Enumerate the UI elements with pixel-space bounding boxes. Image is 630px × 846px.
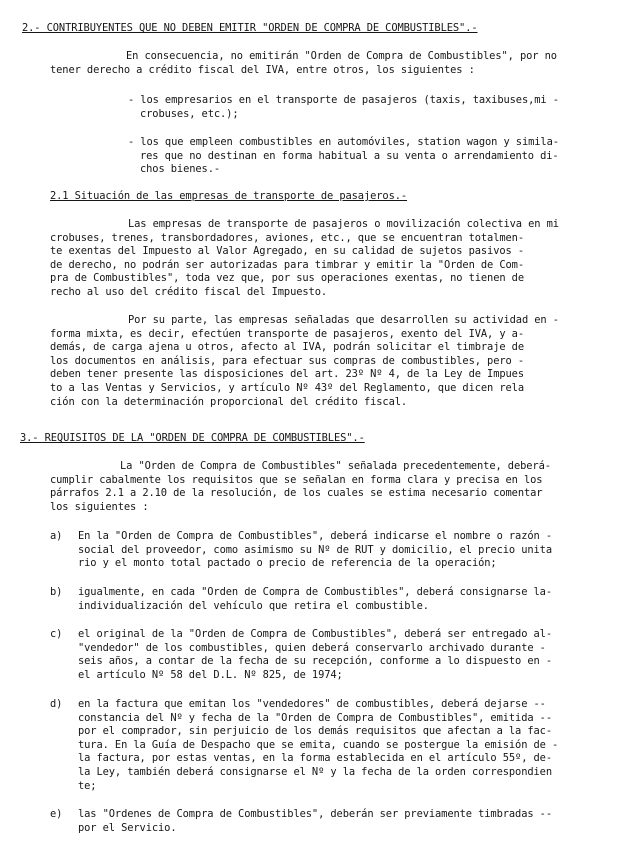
section-3-intro [50, 460, 615, 514]
text-line: cumplir cabalmente los requisitos que se señalan en forma clara y precisa en los [50, 473, 543, 486]
text-line: "vendedor" de los combustibles, quien deberá conservarlo archivado durante - [78, 641, 546, 654]
item-marker: c) [50, 628, 63, 640]
text-line: pra de Combustibles", toda vez que, por sus operaciones exentas, no tienen de [50, 272, 524, 285]
item-marker: a) [50, 530, 63, 542]
text-line: en la factura que emitan los "vendedores" de combustibles, deberá dejarse -- [78, 698, 546, 710]
text-line: to a las Ventas y Servicios, y artículo Nº 43º del Reglamento, que dicen rela [50, 381, 524, 394]
text-line: constancia del Nº y fecha de la "Orden de Compra de Combustibles", emitida -- [78, 711, 552, 724]
requirement-item-c [50, 628, 615, 682]
text-line: crobuses, trenes, transbordadores, aviones, etc., que se encuentran totalmen- [50, 231, 524, 244]
requirement-item-b [50, 586, 615, 613]
section-2-bullet-1 [128, 94, 613, 121]
requirement-item-a [50, 530, 615, 571]
section-2-1-paragraph-1 [50, 218, 615, 300]
text-line: de derecho, no podrán ser autorizadas para timbrar y emitir la "Orden de Com- [50, 258, 524, 271]
item-marker: d) [50, 698, 63, 710]
text-line: tura. En la Guía de Despacho que se emita, cuando se postergue la emisión de - [78, 738, 559, 751]
text-line: igualmente, en cada "Orden de Compra de Combustibles", deberá consignarse la- [78, 586, 552, 598]
requirement-item-e [50, 808, 615, 835]
section-2-1-heading: 2.1 Situación de las empresas de transporte de pasajeros.- [50, 190, 408, 202]
text-line: La "Orden de Compra de Combustibles" señalada precedentemente, deberá- [120, 460, 551, 472]
item-marker: b) [50, 586, 63, 598]
requirement-item-d [50, 698, 615, 793]
text-line: los documentos en análisis, para efectuar sus compras de combustibles, pero - [50, 354, 524, 367]
text-line: la Ley, también deberá consignarse el Nº y la fecha de la orden correspondien [78, 765, 552, 778]
section-2-bullet-2 [128, 136, 613, 177]
text-line: por el comprador, sin perjuicio de los demás requisitos que afectan a la fac- [78, 725, 552, 738]
text-line: tener derecho a crédito fiscal del IVA, entre otros, los siguientes : [50, 63, 475, 76]
text-line: párrafos 2.1 a 2.10 de la resolución, de los cuales se estima necesario comentar [50, 487, 543, 500]
text-line: las "Ordenes de Compra de Combustibles", deberán ser previamente timbradas -- [78, 808, 552, 820]
text-line: En la "Orden de Compra de Combustibles", deberá indicarse el nombre o razón - [78, 530, 552, 542]
text-line: ción con la determinación proporcional del crédito fiscal. [50, 395, 408, 408]
text-line: res que no destinan en forma habitual a su venta o arrendamiento di- [140, 149, 559, 162]
section-2-heading: 2.- CONTRIBUYENTES QUE NO DEBEN EMITIR "ORDEN DE COMPRA DE COMBUSTIBLES".- [22, 22, 478, 34]
text-line: chos bienes.- [140, 163, 221, 176]
text-line: te exentas del Impuesto al Valor Agregado, en su calidad de sujetos pasivos - [50, 245, 524, 258]
text-line: seis años, a contar de la fecha de su recepción, conforme a lo dispuesto en - [78, 655, 552, 668]
text-line: rio y el monto total pactado o precio de referencia de la operación; [78, 557, 497, 570]
text-line: el artículo Nº 58 del D.L. Nº 825, de 1974; [78, 668, 343, 681]
text-line: por el Servicio. [78, 821, 177, 834]
section-2-1-paragraph-2 [50, 314, 615, 409]
item-marker: e) [50, 808, 63, 820]
text-line: - los empresarios en el transporte de pasajeros (taxis, taxibuses,mi - [128, 94, 559, 106]
text-line: demás, de carga ajena u otros, afecto al IVA, podrán solicitar el timbraje de [50, 341, 524, 354]
section-2-intro [50, 50, 610, 77]
text-line: individualización del vehículo que retira el combustible. [78, 599, 429, 612]
text-line: la factura, por estas ventas, en la forma establecida en el artículo 55º, de- [78, 752, 552, 765]
text-line: recho al uso del crédito fiscal del Impuesto. [50, 285, 328, 298]
text-line: crobuses, etc.); [140, 107, 239, 120]
text-line: Las empresas de transporte de pasajeros o movilización colectiva en mi [128, 218, 559, 230]
text-line: - los que empleen combustibles en automóviles, station wagon y simila- [128, 136, 559, 148]
text-line: En consecuencia, no emitirán "Orden de Compra de Combustibles", por no [126, 50, 557, 62]
text-line: Por su parte, las empresas señaladas que desarrollen su actividad en - [128, 314, 559, 326]
text-line: forma mixta, es decir, efectúen transporte de pasajeros, exento del IVA, y a- [50, 327, 524, 340]
text-line: deben tener presente las disposiciones del art. 23º Nº 4, de la Ley de Impues [50, 368, 524, 381]
section-3-heading: 3.- REQUISITOS DE LA "ORDEN DE COMPRA DE COMBUSTIBLES".- [20, 432, 365, 444]
text-line: los siguientes : [50, 500, 149, 513]
text-line: social del proveedor, como asimismo su Nº de RUT y domicilio, el precio unita [78, 543, 552, 556]
text-line: el original de la "Orden de Compra de Combustibles", deberá ser entregado al- [78, 628, 552, 640]
text-line: te; [78, 779, 97, 792]
